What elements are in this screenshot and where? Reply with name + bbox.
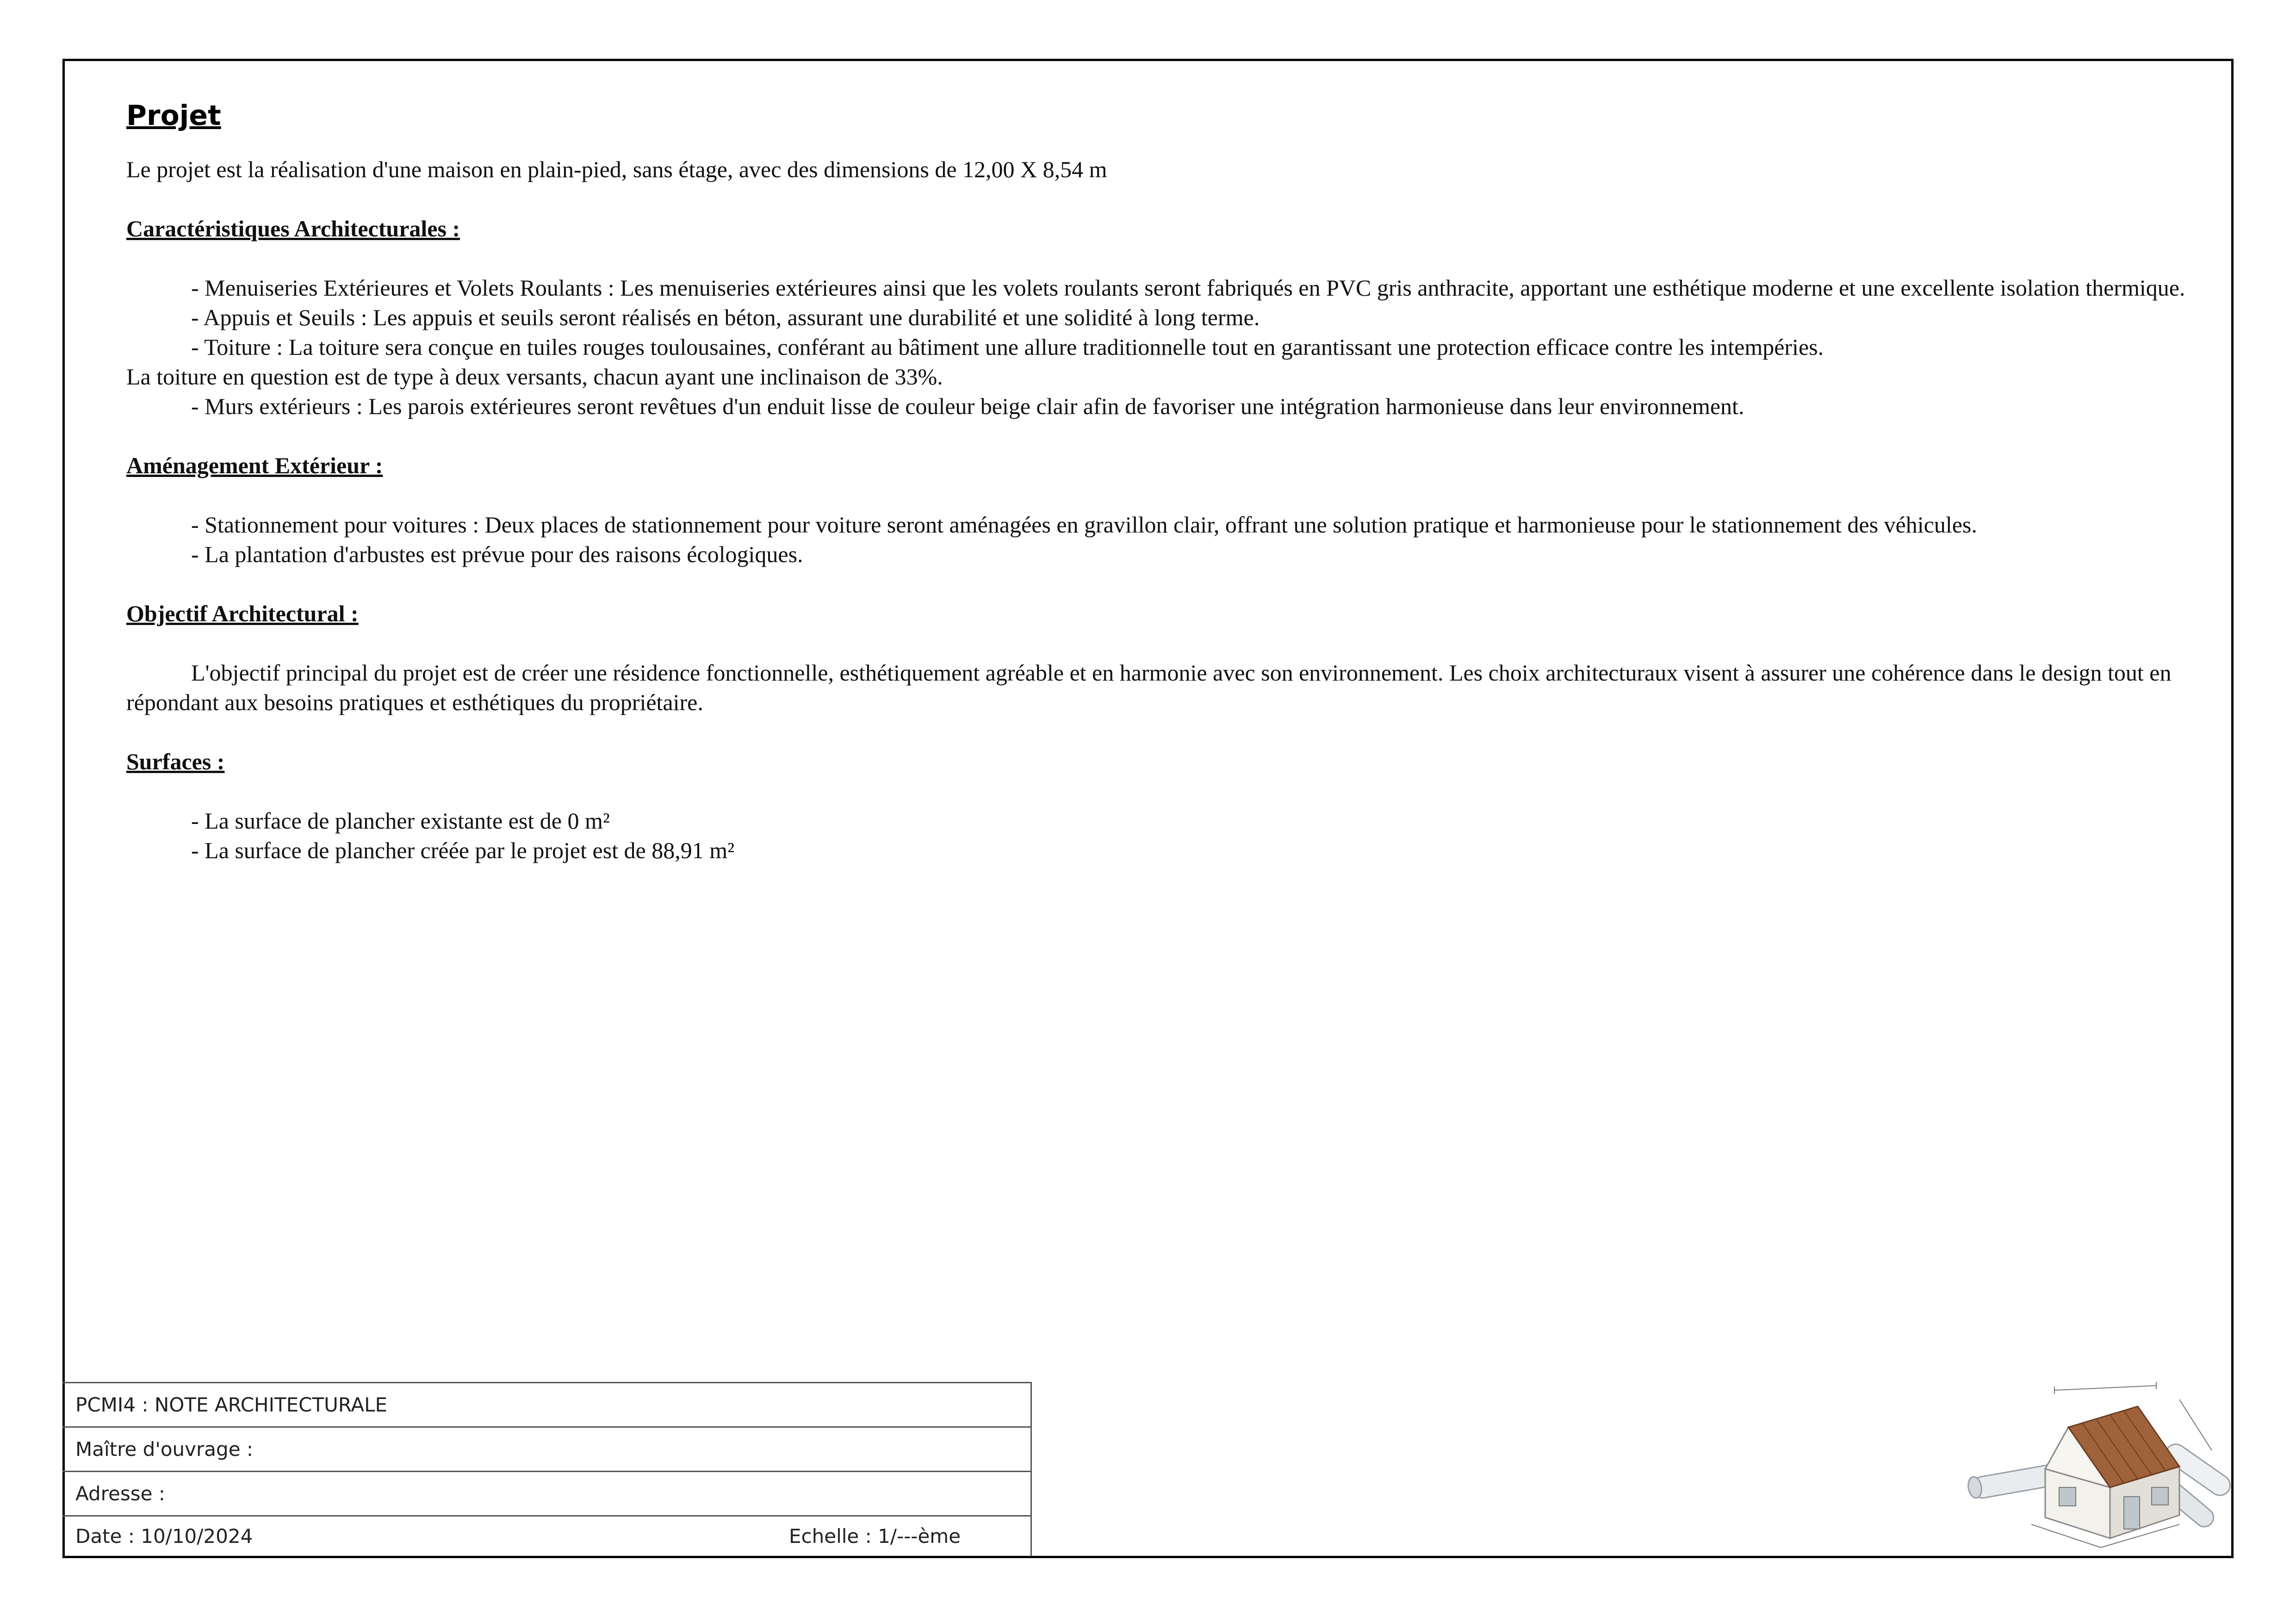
- title-block-date: [62, 1517, 1030, 1556]
- title-block-pcmi: [62, 1383, 1030, 1428]
- document-title: Projet: [126, 99, 221, 132]
- item-toiture-type: La toiture en question est de type à deux versants, chacun ayant une inclinaison de 33%.: [126, 364, 943, 390]
- note-content: [126, 97, 2190, 865]
- date-label: Date : 10/10/2024: [75, 1525, 253, 1548]
- title-block: [62, 1382, 1032, 1556]
- heading-surfaces: Surfaces :: [126, 749, 225, 774]
- maitre-label: Maître d'ouvrage :: [75, 1438, 254, 1461]
- heading-objectif: Objectif Architectural :: [126, 601, 359, 626]
- item-toiture: - Toiture : La toiture sera conçue en tuiles rouges toulousaines, conférant au bâtiment une allure traditionnelle tout en garantissant une protection efficace contre les intempéries.: [191, 334, 1824, 360]
- item-surface-creee: - La surface de plancher créée par le projet est de 88,91 m²: [191, 837, 735, 863]
- objectif-text: L'objectif principal du projet est de créer une résidence fonctionnelle, esthétiquement agréable et en harmonie avec son environnement. Les choix architecturaux visent à assurer une cohérence dans le design tout en répondant aux besoins pratiques et esthétiques du propriétaire.: [126, 660, 2172, 715]
- echelle-label: Echelle : 1/---ème: [789, 1525, 961, 1548]
- title-block-maitre: [62, 1428, 1030, 1472]
- item-murs: - Murs extérieurs : Les parois extérieures seront revêtues d'un enduit lisse de couleur beige clair afin de favoriser une intégration harmonieuse dans leur environnement.: [191, 393, 1744, 419]
- project-intro: Le projet est la réalisation d'une maison en plain-pied, sans étage, avec des dimensions de 12,00 X 8,54 m: [126, 156, 1107, 182]
- pcmi-label: PCMI4 : NOTE ARCHITECTURALE: [75, 1393, 388, 1416]
- heading-architecture: Caractéristiques Architecturales :: [126, 216, 460, 241]
- item-surface-existante: - La surface de plancher existante est de 0 m²: [191, 808, 610, 834]
- house-blueprint-icon: [1962, 1372, 2240, 1557]
- item-menuiseries: - Menuiseries Extérieures et Volets Roulants : Les menuiseries extérieures ainsi que les volets roulants seront fabriqués en PVC gris anthracite, apportant une esthétique moderne et une excellente isolation thermique.: [191, 275, 2185, 301]
- title-block-adresse: [62, 1472, 1030, 1517]
- item-appuis: - Appuis et Seuils : Les appuis et seuils seront réalisés en béton, assurant une durabilité et une solidité à long terme.: [191, 304, 1260, 330]
- item-plantation: - La plantation d'arbustes est prévue pour des raisons écologiques.: [191, 541, 803, 567]
- heading-amenagement: Aménagement Extérieur :: [126, 452, 383, 478]
- item-stationnement: - Stationnement pour voitures : Deux places de stationnement pour voiture seront aménagées en gravillon clair, offrant une solution pratique et harmonieuse pour le stationnement des véhicules.: [191, 512, 1977, 538]
- adresse-label: Adresse :: [75, 1482, 165, 1505]
